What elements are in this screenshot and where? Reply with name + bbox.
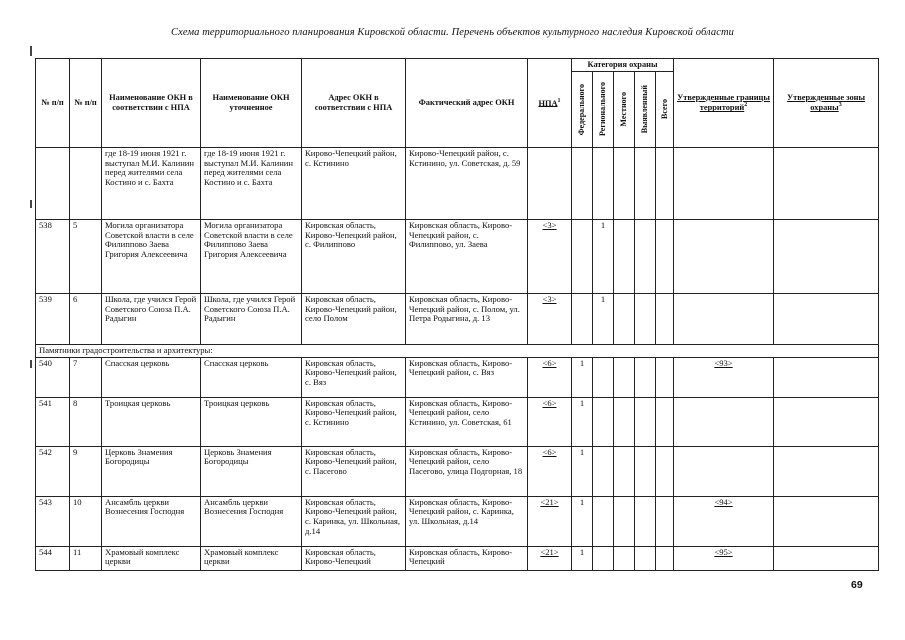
section-label: Памятники градостроительства и архитектуры: [36,344,879,357]
cell-address: Кировская область, Кирово-Чепецкий район, с. Вяз [302,357,406,397]
table-row: 539 6 Школа, где учился Герой Советского Союза П.А. Радыгин Школа, где учился Герой Советского Союза П.А. Радыгин Кировская область, Кирово-Чепецкий район, село Полом Кировская область, Кирово-Чепецкий район, с. Полом, ул. Петра Родыгина, д. 13 <3> 1 [36,293,879,344]
cell-address: Кировская область, Кирово-Чепецкий район, с. Филиппово [302,219,406,293]
table-row: 541 8 Троицкая церковь Троицкая церковь Кировская область, Кирово-Чепецкий район, с. Кстинино Кировская область, Кирово-Чепецкий район, село Кстинино, ул. Советская, 61 <6> 1 [36,397,879,446]
cell-address: Кировская область, Кирово-Чепецкий район, село Полом [302,293,406,344]
header-cat-local: Местного [614,71,635,147]
cell-address-actual: Кировская область, Кирово-Чепецкий район, с. Каринка, ул. Школьная, д.14 [406,496,528,546]
cell-name-refined: Церковь Знамения Богородицы [201,446,302,496]
cell-name-refined: Ансамбль церкви Вознесения Господня [201,496,302,546]
cell-address-actual: Кировская область, Кирово-Чепецкий район, с. Полом, ул. Петра Родыгина, д. 13 [406,293,528,344]
header-zones: Утвержденные зоны охраны$^3$ [774,59,879,148]
cell-address-actual: Кировская область, Кирово-Чепецкий район, село Кстинино, ул. Советская, 61 [406,397,528,446]
cell-address: Кировская область, Кирово-Чепецкий район, с. Пасегово [302,446,406,496]
header-address-npa: Адрес ОКН в соответствии с НПА [302,59,406,148]
header-name-npa: Наименование ОКН в соответствии с НПА [102,59,201,148]
cell-name: Спасская церковь [102,357,201,397]
cell-name-refined: Могила организатора Советской власти в селе Филиппово Заева Григория Алексеевича [201,219,302,293]
header-address-actual: Фактический адрес ОКН [406,59,528,148]
cell-name: где 18-19 июня 1921 г. выступал М.И. Калинин перед жителями села Костино и с. Бахта [102,147,201,219]
page-number: 69 [851,579,863,591]
cell-address-actual: Кировская область, Кирово-Чепецкий [406,546,528,570]
cell-address-actual: Кировская область, Кирово-Чепецкий район, с. Вяз [406,357,528,397]
header-name-refined: Наименование ОКН уточненное [201,59,302,148]
cell-name: Могила организатора Советской власти в селе Филиппово Заева Григория Алексеевича [102,219,201,293]
header-cat-federal: Федерального [572,71,593,147]
cell-name-refined: Школа, где учился Герой Советского Союза П.А. Радыгин [201,293,302,344]
cell-address-actual: Кировская область, Кирово-Чепецкий район, с. Филиппово, ул. Заева [406,219,528,293]
header-reg-number: № п/п [36,59,70,148]
cell-name-refined: Троицкая церковь [201,397,302,446]
cell-address-actual: Кирово-Чепецкий район, с. Кстинино, ул. Советская, д. 59 [406,147,528,219]
header-npa: НПА$^1$ [528,59,572,148]
cell-address: Кировская область, Кирово-Чепецкий район, с. Каринка, ул. Школьная, д.14 [302,496,406,546]
heritage-objects-table [35,58,879,571]
scan-margin-mark [30,200,32,208]
table-row: 544 11 Храмовый комплекс церкви Храмовый комплекс церкви Кировская область, Кирово-Чепецкий Кировская область, Кирово-Чепецкий <21> 1 <95> [36,546,879,570]
cell-address-actual: Кировская область, Кирово-Чепецкий район, село Пасегово, улица Подгорная, 18 [406,446,528,496]
cell-address: Кирово-Чепецкий район, с. Кстинино [302,147,406,219]
table-row: 538 5 Могила организатора Советской власти в селе Филиппово Заева Григория Алексеевича Могила организатора Советской власти в селе Филиппово Заева Григория Алексеевича Кировская область, Кирово-Чепецкий район, с. Филиппово Кировская область, Кирово-Чепецкий район, с. Филиппово, ул. Заева <3> 1 [36,219,879,293]
table-row: 540 7 Спасская церковь Спасская церковь Кировская область, Кирово-Чепецкий район, с. Вяз Кировская область, Кирово-Чепецкий район, с. Вяз <6> 1 <93> [36,357,879,397]
document-title: Схема территориального планирования Кировской области. Перечень объектов культурного наследия Кировской области [170,27,735,38]
header-cat-total: Всего [656,71,674,147]
cell-name: Ансамбль церкви Вознесения Господня [102,496,201,546]
cell-name-refined: Храмовый комплекс церкви [201,546,302,570]
table-row: 543 10 Ансамбль церкви Вознесения Господня Ансамбль церкви Вознесения Господня Кировская область, Кирово-Чепецкий район, с. Каринка, ул. Школьная, д.14 Кировская область, Кирово-Чепецкий район, с. Каринка, ул. Школьная, д.14 <21> 1 <94> [36,496,879,546]
cell-name: Церковь Знамения Богородицы [102,446,201,496]
header-territory: Утвержденные границы территорий$^2$ [674,59,774,148]
cell-name-refined: Спасская церковь [201,357,302,397]
table-row: 542 9 Церковь Знамения Богородицы Церковь Знамения Богородицы Кировская область, Кирово-Чепецкий район, с. Пасегово Кировская область, Кирово-Чепецкий район, село Пасегово, улица Подгорная, 18 <6> 1 [36,446,879,496]
header-cat-regional: Регионального [593,71,614,147]
scan-margin-mark [30,360,32,368]
cell-name: Школа, где учился Герой Советского Союза П.А. Радыгин [102,293,201,344]
table-row [36,147,879,219]
cell-name: Храмовый комплекс церкви [102,546,201,570]
cell-name: Троицкая церковь [102,397,201,446]
section-row [36,344,879,357]
cell-address: Кировская область, Кирово-Чепецкий район, с. Кстинино [302,397,406,446]
scan-margin-mark [30,46,32,56]
cell-address: Кировская область, Кирово-Чепецкий [302,546,406,570]
header-cat-identified: Выявленный [635,71,656,147]
cell-name-refined: где 18-19 июня 1921 г. выступал М.И. Калинин перед жителями села Костино и с. Бахта [201,147,302,219]
header-local-number: № п/п [70,59,102,148]
header-category-group: Категория охраны [572,59,674,72]
